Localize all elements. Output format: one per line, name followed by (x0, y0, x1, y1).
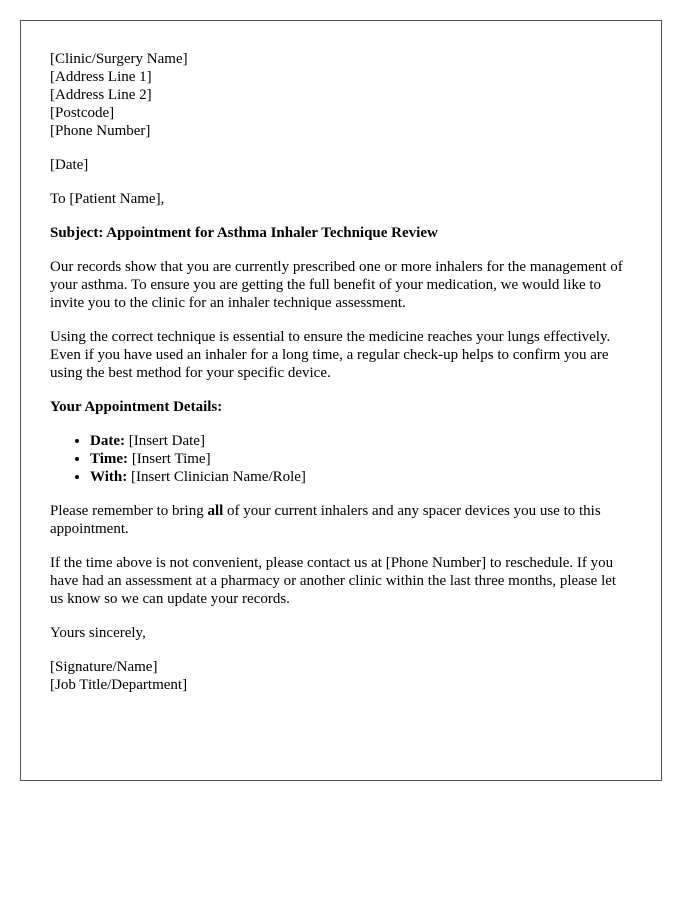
address-phone-number: [Phone Number] (50, 123, 151, 139)
appointment-details-heading: Your Appointment Details: (50, 399, 223, 415)
signature-name: [Signature/Name] (50, 659, 158, 675)
technique-paragraph: Using the correct technique is essential to ensure the medicine reaches your lungs effectively. Even if you have used an inhaler for a long time, a regular check-up helps to confirm you are using the best method for your specific device. (50, 329, 611, 381)
address-postcode: [Postcode] (50, 105, 115, 121)
detail-value-time: [Insert Time] (128, 451, 211, 467)
sender-address (50, 50, 633, 140)
detail-label-time: Time: (90, 451, 129, 467)
appointment-details-list (50, 432, 633, 486)
address-line-1: [Address Line 1] (50, 69, 152, 85)
reschedule-paragraph: If the time above is not convenient, please contact us at [Phone Number] to reschedule. If you have had an assessment at a pharmacy or another clinic within the last three months, please let us know so we can update your records. (50, 555, 617, 607)
detail-label-with: With: (90, 469, 128, 485)
sign-off: Yours sincerely, (50, 625, 146, 641)
detail-label-date: Date: (90, 433, 125, 449)
detail-item-with (90, 468, 633, 486)
reminder-text-after: of your current inhalers and any spacer devices you use to this appointment. (50, 503, 601, 537)
detail-item-date (90, 432, 633, 450)
job-title: [Job Title/Department] (50, 677, 188, 693)
letter-document (20, 20, 662, 781)
detail-value-with: [Insert Clinician Name/Role] (127, 469, 306, 485)
salutation: To [Patient Name], (50, 191, 165, 207)
subject-line: Subject: Appointment for Asthma Inhaler Technique Review (50, 225, 438, 241)
reminder-text-before: Please remember to bring (50, 503, 208, 519)
detail-item-time (90, 450, 633, 468)
letter-date: [Date] (50, 157, 89, 173)
reminder-emphasis: all (207, 503, 224, 519)
address-line-clinic-name: [Clinic/Surgery Name] (50, 51, 188, 67)
reminder-paragraph (50, 502, 633, 538)
intro-paragraph: Our records show that you are currently prescribed one or more inhalers for the management of your asthma. To ensure you are getting the full benefit of your medication, we would like to invite you to the clinic for an inhaler technique assessment. (50, 259, 623, 311)
address-line-2: [Address Line 2] (50, 87, 152, 103)
signature-block (50, 658, 633, 694)
detail-value-date: [Insert Date] (124, 433, 205, 449)
